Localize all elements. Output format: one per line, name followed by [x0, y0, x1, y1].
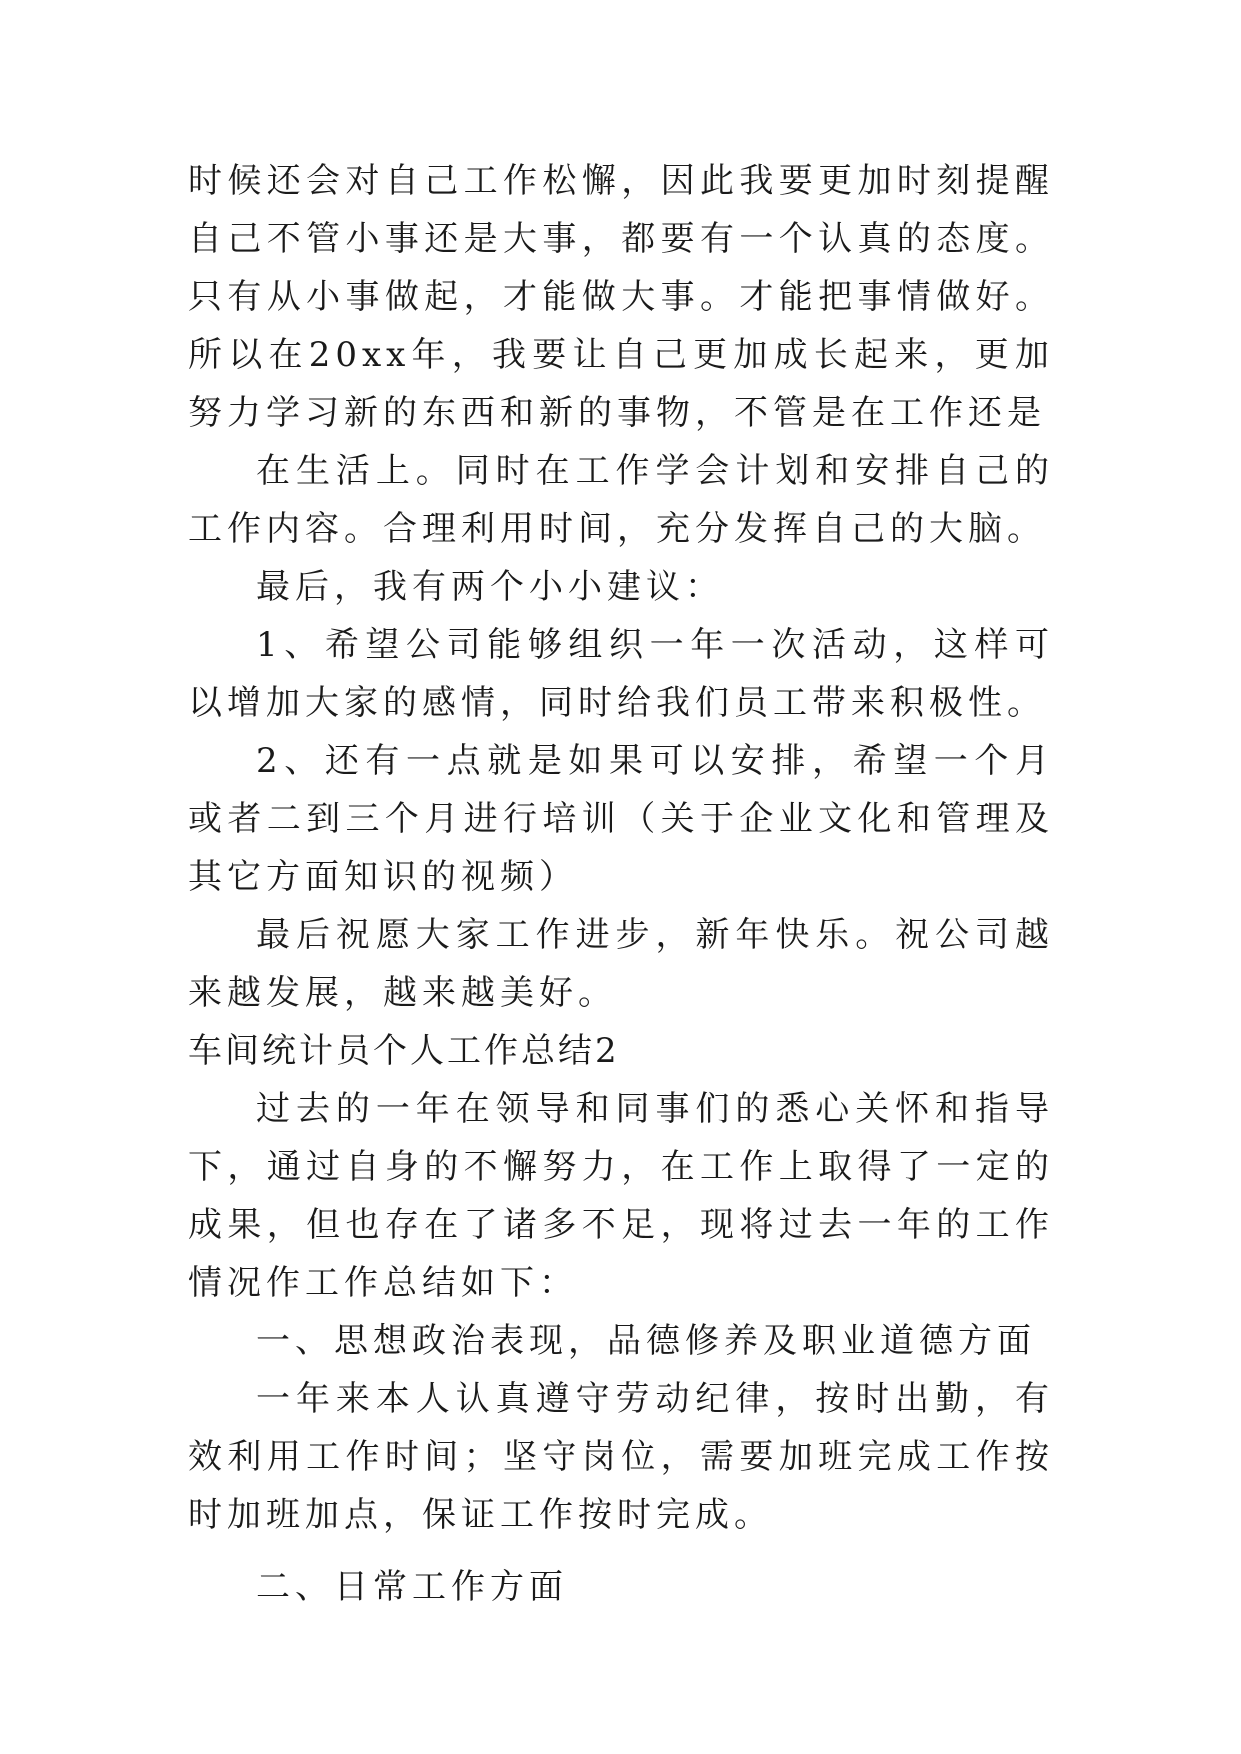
section-title: 车间统计员个人工作总结2 [188, 1031, 620, 1071]
list-item: 2、还有一点就是如果可以安排，希望一个月或者二到三个月进行培训（关于企业文化和管理及其它方面知识的视频） [188, 741, 1054, 897]
paragraph: 最后，我有两个小小建议： [256, 567, 724, 607]
document-page [188, 152, 1054, 1616]
paragraph: 过去的一年在领导和同事们的悉心关怀和指导下，通过自身的不懈努力，在工作上取得了一定的成果，但也存在了诸多不足，现将过去一年的工作情况作工作总结如下： [188, 1089, 1054, 1303]
list-item: 1、希望公司能够组织一年一次活动，这样可以增加大家的感情，同时给我们员工带来积极性。 [188, 625, 1054, 723]
paragraph: 一年来本人认真遵守劳动纪律，按时出勤，有效利用工作时间；坚守岗位，需要加班完成工作按时加班加点，保证工作按时完成。 [188, 1379, 1054, 1535]
paragraph: 时候还会对自己工作松懈，因此我要更加时刻提醒自己不管小事还是大事，都要有一个认真的态度。只有从小事做起，才能做大事。才能把事情做好。所以在20xx年，我要让自己更加成长起来，更加努力学习新的东西和新的事物，不管是在工作还是 [188, 161, 1054, 433]
subsection-heading: 一、思想政治表现，品德修养及职业道德方面 [256, 1321, 1036, 1361]
paragraph: 最后祝愿大家工作进步，新年快乐。祝公司越来越发展，越来越美好。 [188, 915, 1054, 1013]
subsection-heading: 二、日常工作方面 [256, 1567, 568, 1607]
paragraph: 在生活上。同时在工作学会计划和安排自己的工作内容。合理利用时间，充分发挥自己的大脑。 [188, 451, 1054, 549]
